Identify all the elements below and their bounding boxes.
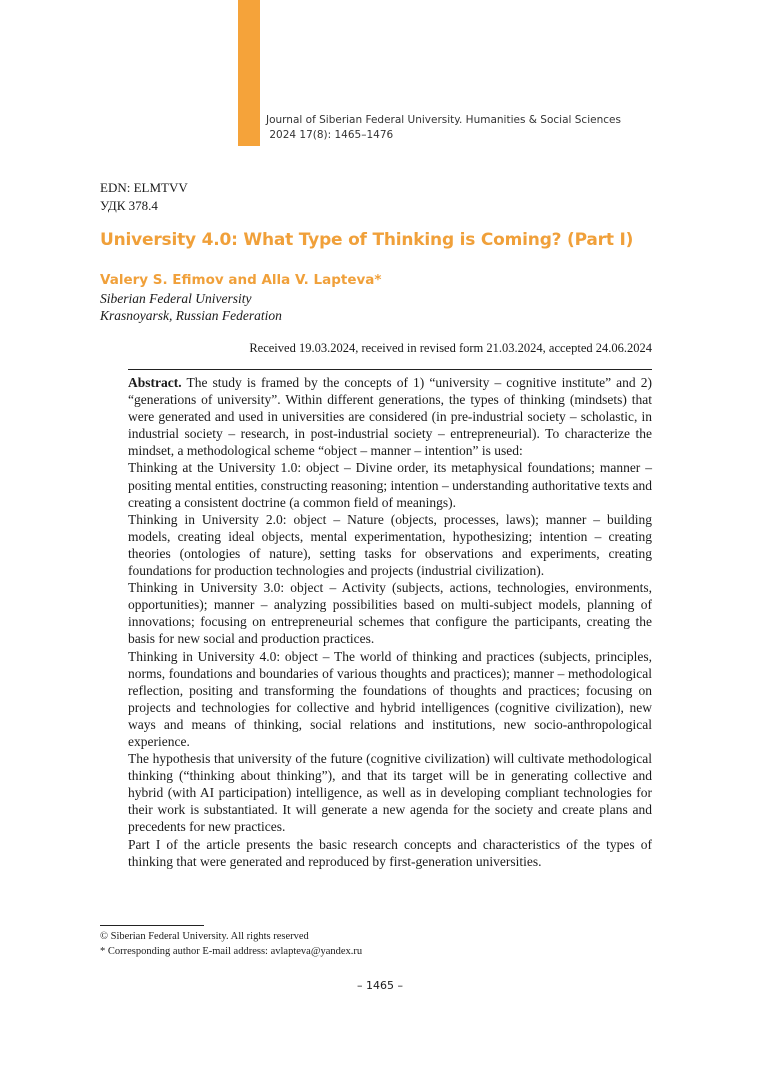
corresponding-author-note: * Corresponding author E-mail address: avlapteva@yandex.ru: [100, 946, 363, 957]
abstract-part-one: Part I of the article presents the basic research concepts and characteristics of the types of thinking that were generated and reproduced by first-generation universities.: [128, 836, 652, 869]
abstract-hypothesis: The hypothesis that university of the future (cognitive civilization) will cultivate methodological thinking (“thinking about thinking”), and that its target will be in generating collective and hybrid (with AI participation) intelligence, as well as in developing compliant technologies for their work is substantiated. It will generate a new agenda for the society and create plans and precedents for new practices.: [128, 751, 652, 835]
journal-header: [266, 113, 621, 143]
journal-name: Journal of Siberian Federal University. Humanities & Social Sciences: [266, 114, 621, 126]
edn-code: EDN: ELMTVV: [100, 180, 188, 195]
journal-volume: 2024 17(8): 1465–1476: [266, 129, 394, 141]
abstract-divider: [128, 369, 652, 370]
abstract-intro-text: The study is framed by the concepts of 1) “university – cognitive institute” and 2) “generations of university”. Within different generations, the types of thinking (mindsets) that were generated and used in universities are considered (in pre-industrial society – scholastic, in industrial society – research, in post-industrial society – entrepreneurial). To characterize the mindset, a methodological scheme “object – manner – intention” is used:: [128, 375, 652, 459]
article-title: University 4.0: What Type of Thinking is Coming? (Part I): [100, 230, 634, 250]
abstract-university-3: Thinking in University 3.0: object – Activity (subjects, actions, technologies, environments, opportunities); manner – analyzing possibilities based on multi-subject models, planning of innovations; focusing on entrepreneurial schemes that configure the participants, creating the basis for new social and production practices.: [128, 580, 652, 647]
abstract-university-1: Thinking at the University 1.0: object – Divine order, its metaphysical foundations; manner – positing mental entities, constructing reasoning; intention – understanding authoritative texts and creating a consistent doctrine (a common field of meanings).: [128, 460, 652, 510]
abstract: [128, 374, 652, 870]
udk-code: УДК 378.4: [100, 198, 158, 213]
abstract-label: Abstract.: [128, 375, 182, 390]
page-number: – 1465 –: [357, 979, 403, 992]
footnote-divider: [100, 925, 204, 926]
classification-codes: [100, 179, 188, 215]
copyright-note: © Siberian Federal University. All rights reserved: [100, 931, 309, 942]
received-dates: Received 19.03.2024, received in revised form 21.03.2024, accepted 24.06.2024: [249, 341, 652, 355]
author-affiliation: [100, 290, 282, 324]
affiliation-location: Krasnoyarsk, Russian Federation: [100, 308, 282, 323]
article-authors: Valery S. Efimov and Alla V. Lapteva*: [100, 272, 382, 288]
abstract-university-4: Thinking in University 4.0: object – The world of thinking and practices (subjects, principles, norms, foundations and boundaries of various thoughts and practices); manner – methodological reflection, positing and transforming the foundations of thoughts and practices; focusing on projects and technologies for collective and hybrid intelligences (cognitive civilization), new ways and means of thinking, social relations and institutions, new socio-anthropological experience.: [128, 648, 652, 749]
journal-accent-bar: [238, 0, 260, 146]
abstract-university-2: Thinking in University 2.0: object – Nature (objects, processes, laws); manner – building models, creating ideal objects, mental experimentation, hypothesizing; intention – creating theories (ontologies of nature), setting tasks for observations and experiments, creating foundations for production technologies and projects (industrial civilization).: [128, 511, 652, 579]
abstract-intro: [128, 374, 652, 459]
affiliation-university: Siberian Federal University: [100, 291, 252, 306]
footnotes: [100, 929, 362, 959]
